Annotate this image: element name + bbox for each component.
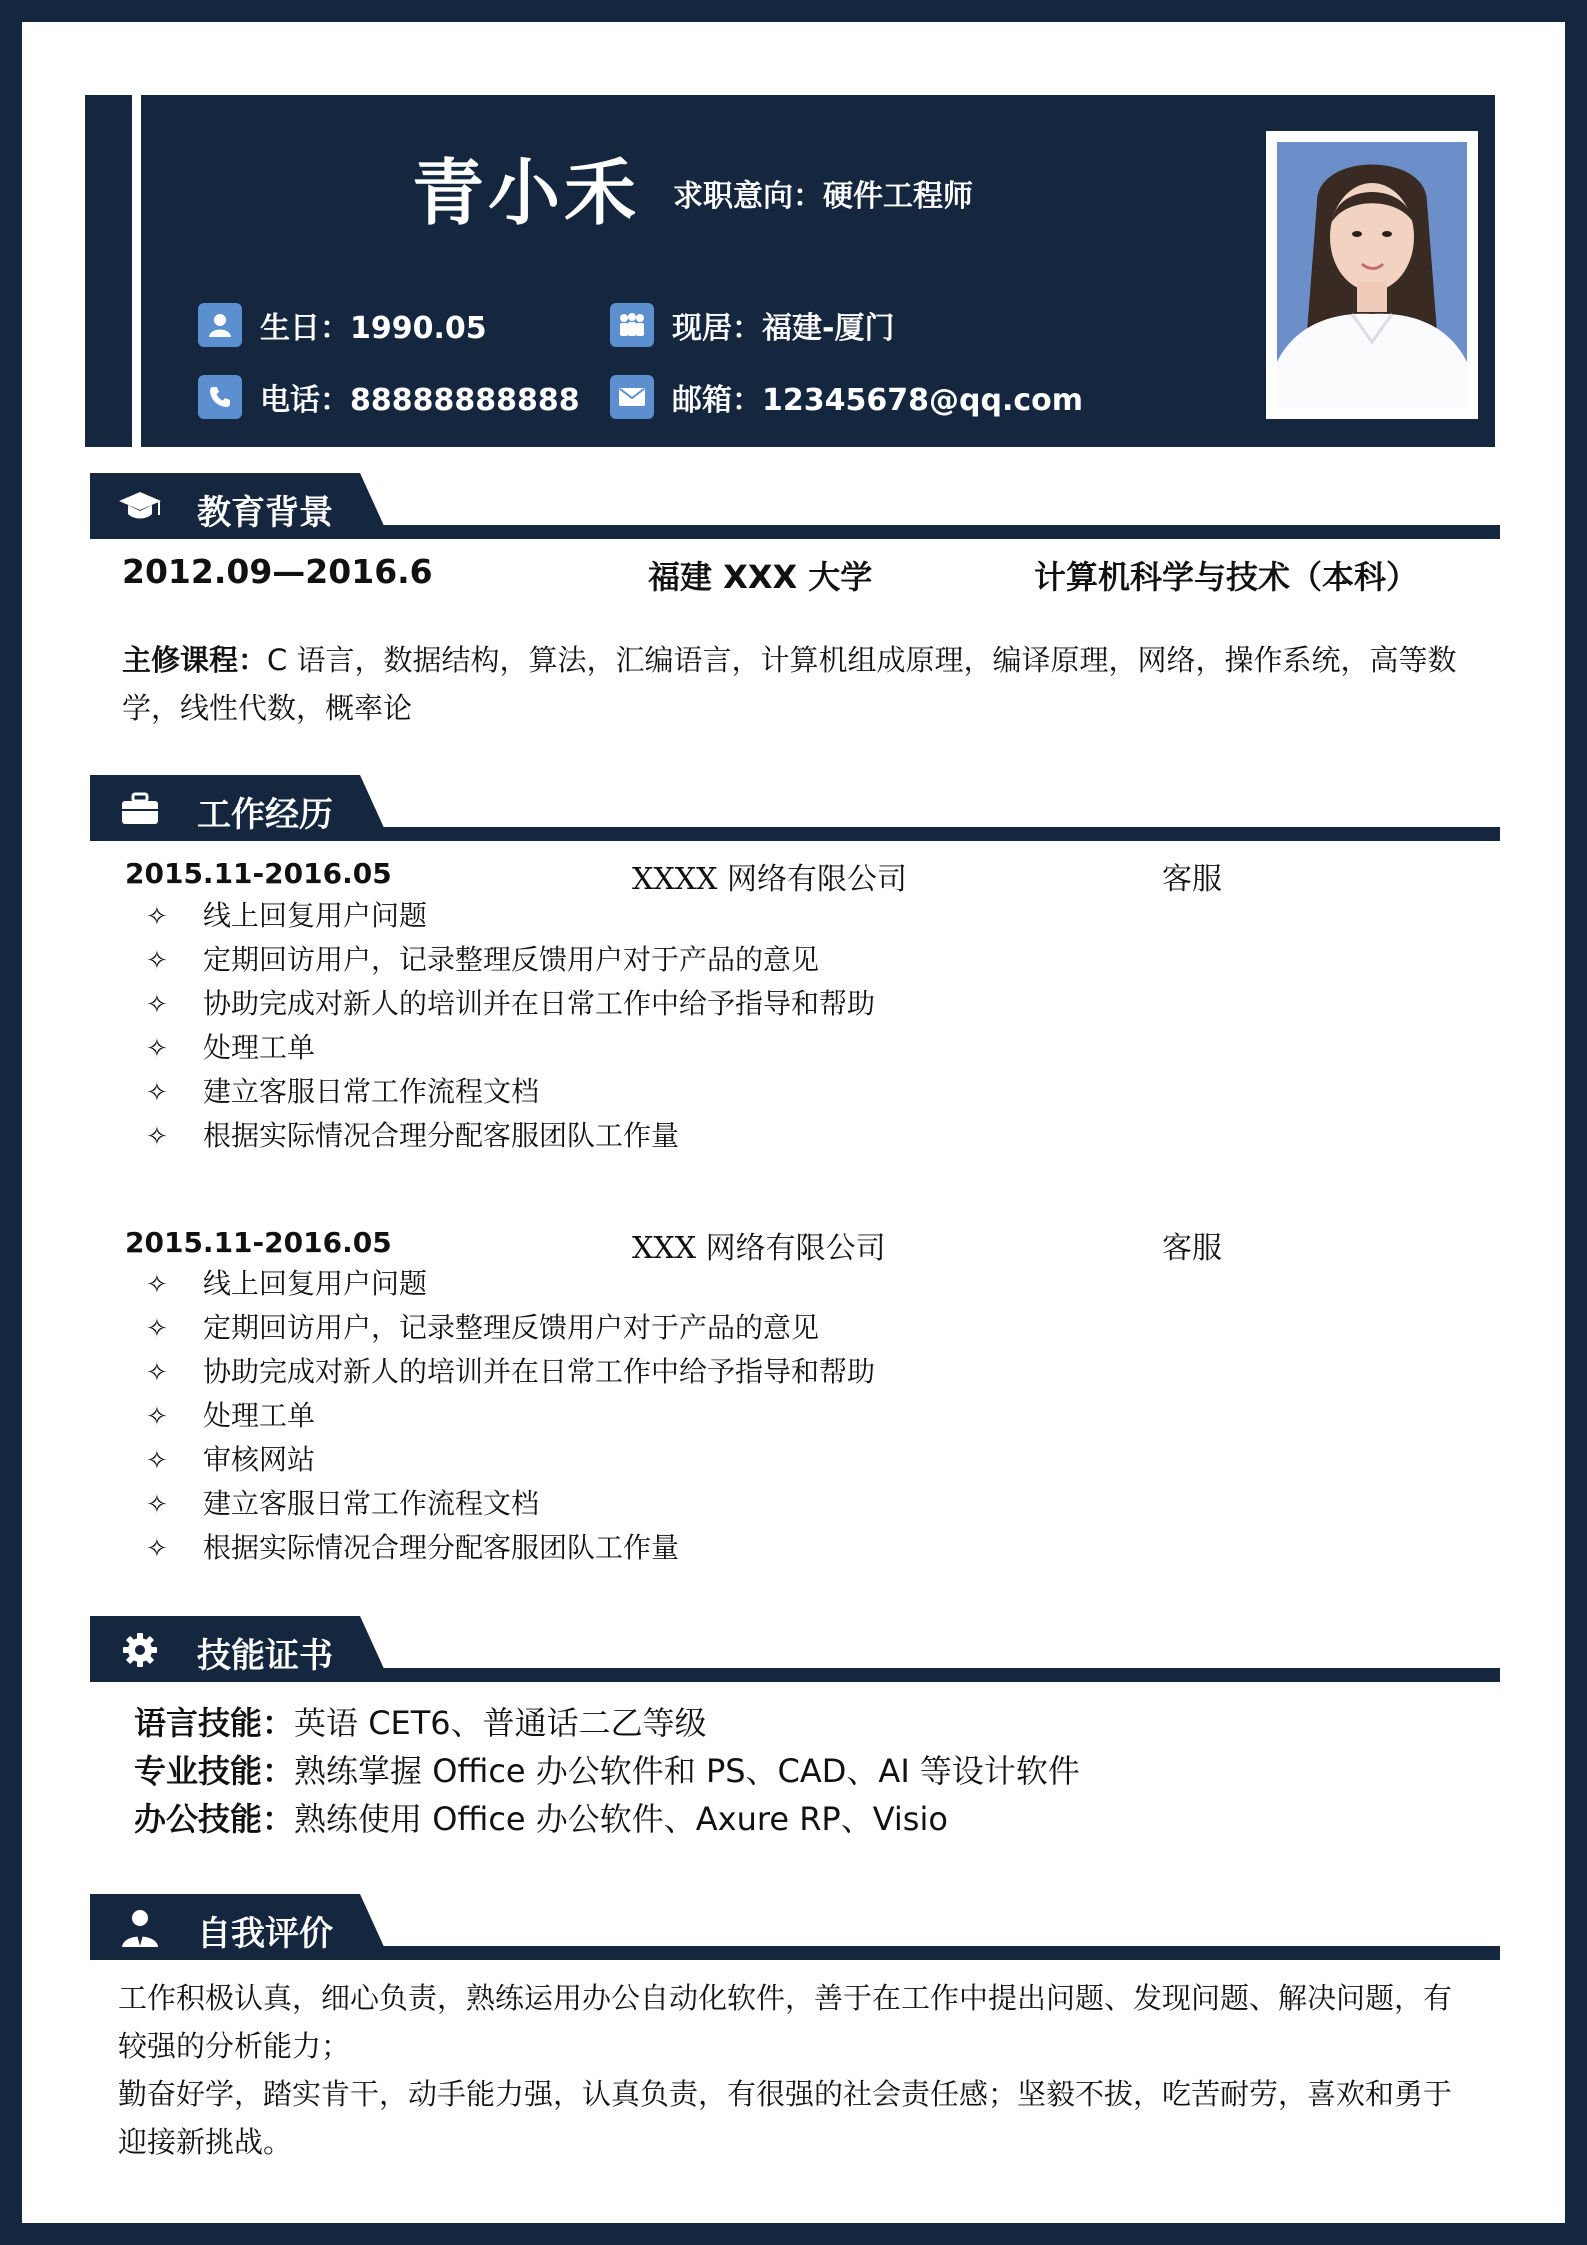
job-duties-list (146, 894, 875, 1158)
residence-text: 现居：福建-厦门 (672, 311, 895, 346)
bullet-icon: ✧ (146, 1034, 168, 1064)
residence-info (610, 303, 894, 347)
education-school: 福建 XXX 大学 (648, 558, 873, 596)
birth-text: 生日：1990.05 (260, 311, 487, 346)
header-stripe (132, 95, 141, 447)
person-icon (198, 303, 242, 347)
courses-line-2: 学，线性代数，概率论 (122, 691, 413, 725)
list-item: ✧ 处理工单 (146, 1394, 875, 1438)
courses-label: 主修课程： (122, 643, 268, 677)
courses-line-1: C 语言，数据结构，算法，汇编语言，计算机组成原理，编译原理，网络，操作系统，高等数 (267, 643, 1457, 677)
section-title-education: 教育背景 (197, 493, 333, 533)
people-icon (610, 303, 654, 347)
user-tie-icon (116, 1908, 164, 1948)
list-item: ✧ 定期回访用户，记录整理反馈用户对于产品的意见 (146, 938, 875, 982)
education-period: 2012.09—2016.6 (122, 552, 433, 591)
list-item: ✧ 线上回复用户问题 (146, 1262, 875, 1306)
gear-icon (116, 1630, 164, 1670)
bullet-icon: ✧ (146, 1314, 168, 1344)
list-item: ✧ 定期回访用户，记录整理反馈用户对于产品的意见 (146, 1306, 875, 1350)
list-item: ✧ 审核网站 (146, 1438, 875, 1482)
candidate-name: 青小禾 (412, 150, 641, 235)
courses-paragraph (122, 636, 1522, 732)
self-evaluation-text: 工作积极认真，细心负责，熟练运用办公自动化软件，善于在工作中提出问题、发现问题、解决问题，有 较强的分析能力； 勤奋好学，踏实肯干，动手能力强，认真负责，有很强的社会责任感；坚毅不拔，吃苦耐劳，喜欢和勇于 迎接新挑战。 (118, 1981, 1453, 2159)
list-item: ✧ 协助完成对新人的培训并在日常工作中给予指导和帮助 (146, 982, 875, 1026)
bullet-icon: ✧ (146, 1446, 168, 1476)
email-text: 邮箱：12345678@qq.com (672, 383, 1083, 418)
job-intent: 求职意向：硬件工程师 (673, 179, 973, 214)
bullet-icon: ✧ (146, 902, 168, 932)
education-major: 计算机科学与技术（本科） (1034, 558, 1419, 596)
bullet-icon: ✧ (146, 946, 168, 976)
section-header-work (90, 775, 1500, 841)
briefcase-icon (116, 789, 164, 829)
section-header-education (90, 473, 1500, 539)
section-title-self-evaluation: 自我评价 (197, 1914, 333, 1954)
bullet-icon: ✧ (146, 1270, 168, 1300)
skill-row-language: 语言技能：英语 CET6、普通话二乙等级 (134, 1704, 707, 1742)
list-item: ✧ 线上回复用户问题 (146, 894, 875, 938)
bullet-icon: ✧ (146, 1358, 168, 1388)
bullet-icon: ✧ (146, 990, 168, 1020)
mail-icon (610, 375, 654, 419)
bullet-icon: ✧ (146, 1534, 168, 1564)
job-role: 客服 (1162, 1231, 1222, 1266)
job-role: 客服 (1162, 862, 1222, 897)
section-title-skills: 技能证书 (197, 1636, 333, 1676)
section-title-work: 工作经历 (197, 795, 333, 835)
list-item: ✧ 建立客服日常工作流程文档 (146, 1070, 875, 1114)
phone-info (198, 375, 580, 419)
bullet-icon: ✧ (146, 1490, 168, 1520)
profile-photo (1277, 142, 1467, 408)
list-item: ✧ 根据实际情况合理分配客服团队工作量 (146, 1114, 875, 1158)
birth-info (198, 303, 487, 347)
bullet-icon: ✧ (146, 1402, 168, 1432)
job-period: 2015.11-2016.05 (125, 1226, 392, 1259)
section-header-skills (90, 1616, 1500, 1682)
section-header-self-evaluation (90, 1894, 1500, 1960)
graduation-cap-icon (116, 487, 164, 527)
skill-row-professional: 专业技能：熟练掌握 Office 办公软件和 PS、CAD、AI 等设计软件 (134, 1752, 1080, 1790)
bullet-icon: ✧ (146, 1122, 168, 1152)
skill-row-office: 办公技能：熟练使用 Office 办公软件、Axure RP、Visio (134, 1800, 948, 1838)
bullet-icon: ✧ (146, 1078, 168, 1108)
profile-photo-frame (1266, 131, 1478, 419)
job-duties-list (146, 1262, 875, 1570)
list-item: ✧ 处理工单 (146, 1026, 875, 1070)
phone-text: 电话：88888888888 (260, 383, 580, 418)
email-info (610, 375, 1083, 419)
phone-icon (198, 375, 242, 419)
job-company: XXXX 网络有限公司 (632, 862, 907, 897)
job-period: 2015.11-2016.05 (125, 857, 392, 890)
header-banner (85, 95, 1495, 447)
list-item: ✧ 根据实际情况合理分配客服团队工作量 (146, 1526, 875, 1570)
list-item: ✧ 建立客服日常工作流程文档 (146, 1482, 875, 1526)
list-item: ✧ 协助完成对新人的培训并在日常工作中给予指导和帮助 (146, 1350, 875, 1394)
job-company: XXX 网络有限公司 (632, 1231, 886, 1266)
resume-page (22, 22, 1565, 2223)
